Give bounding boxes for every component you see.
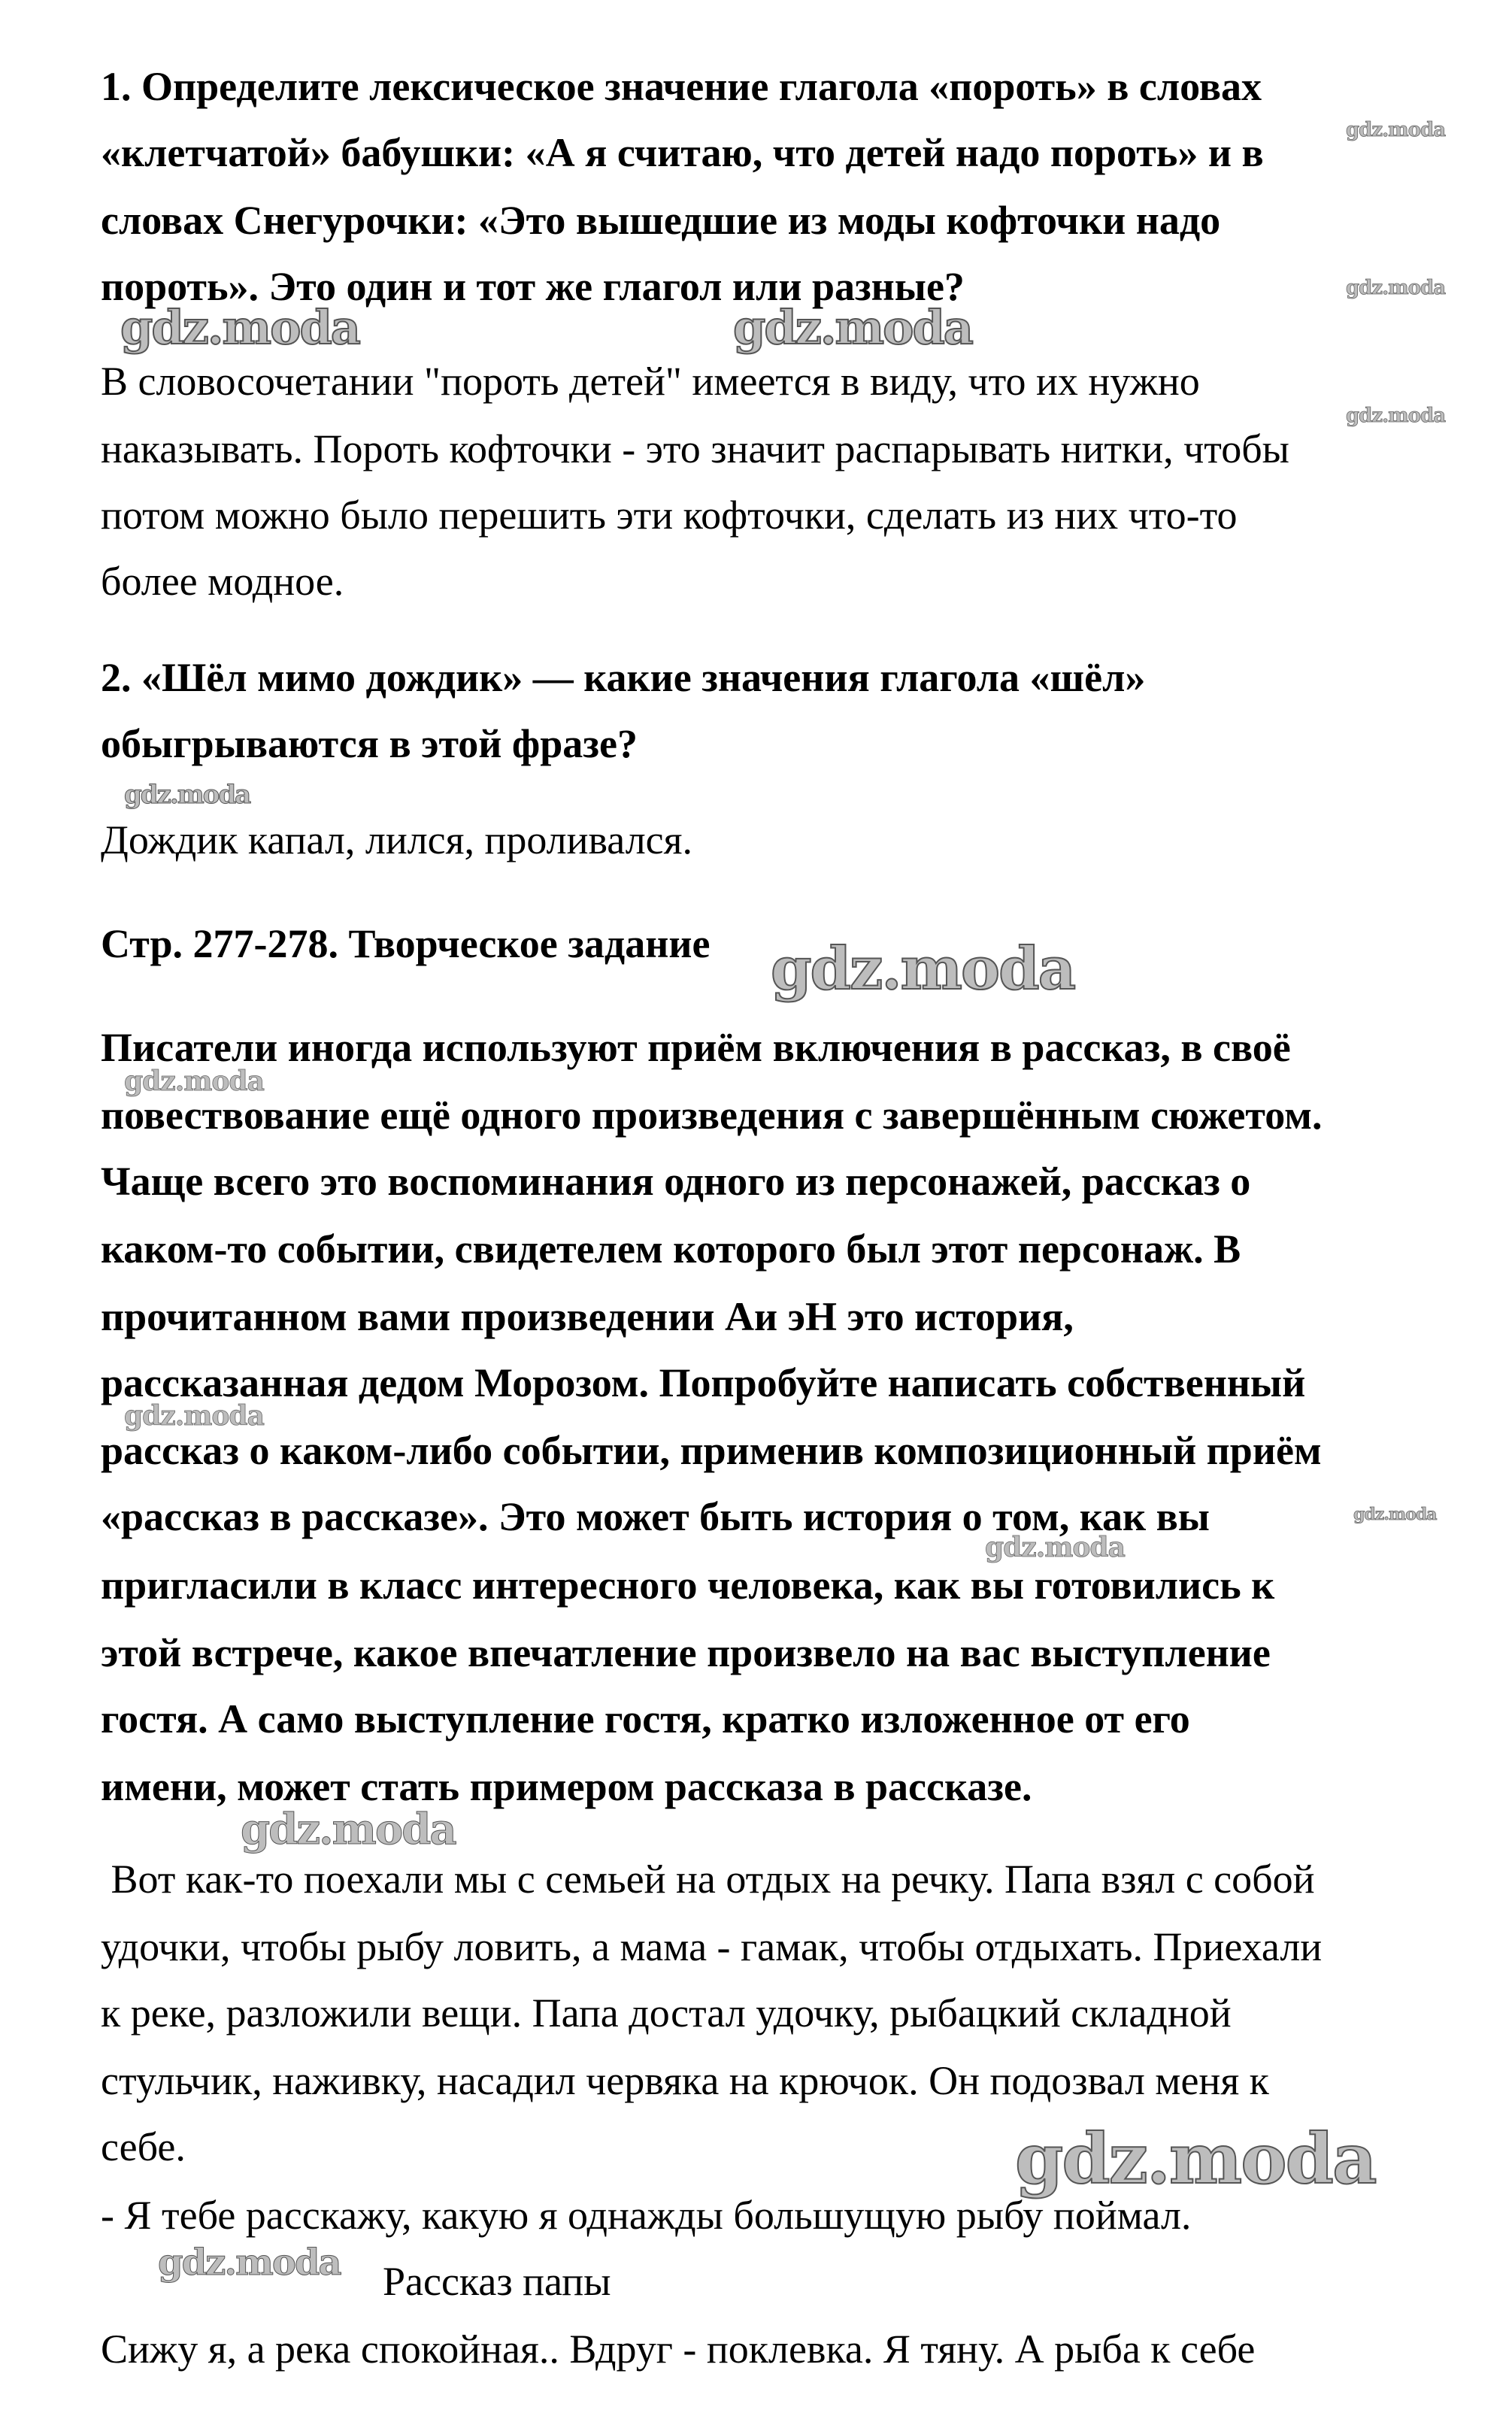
watermark: gdz.moda bbox=[124, 1065, 264, 1097]
story-continuation: Сижу я, а река спокойная.. Вдруг - поклевка. Я тяну. А рыба к себе bbox=[101, 2327, 1256, 2372]
answer-1-line: В словосочетании "пороть детей" имеется в виду, что их нужно bbox=[101, 359, 1200, 404]
watermark: gdz.moda bbox=[120, 300, 359, 355]
task-line: Чаще всего это воспоминания одного из персонажей, рассказ о bbox=[101, 1159, 1251, 1204]
section-heading: Стр. 277-278. Творческое задание bbox=[101, 921, 711, 966]
task-line: повествование ещё одного произведения с завершённым сюжетом. bbox=[101, 1093, 1323, 1138]
answer-1-line: более модное. bbox=[101, 559, 344, 604]
watermark: gdz.moda bbox=[1346, 405, 1446, 427]
task-line: имени, может стать примером рассказа в рассказе. bbox=[101, 1764, 1032, 1809]
answer-1-line: потом можно было перешить эти кофточки, сделать из них что-то bbox=[101, 493, 1238, 538]
question-2-line: 2. «Шёл мимо дождик» — какие значения глагола «шёл» bbox=[101, 655, 1146, 700]
watermark: gdz.moda bbox=[1353, 1505, 1437, 1524]
story-line: - Я тебе расскажу, какую я однажды большущую рыбу поймал. bbox=[101, 2193, 1192, 2238]
story-line: Вот как-то поехали мы с семьей на отдых на речку. Папа взял с собой bbox=[101, 1857, 1315, 1902]
watermark: gdz.moda bbox=[241, 1805, 456, 1854]
task-line: этой встрече, какое впечатление произвело на вас выступление bbox=[101, 1630, 1271, 1675]
watermark: gdz.moda bbox=[771, 935, 1075, 1003]
watermark: gdz.moda bbox=[124, 1400, 264, 1432]
story-line: стульчик, наживку, насадил червяка на крючок. Он подозвал меня к bbox=[101, 2058, 1269, 2103]
task-line: «рассказ в рассказе». Это может быть история о том, как вы bbox=[101, 1494, 1210, 1539]
story-subtitle: Рассказ папы bbox=[383, 2259, 611, 2304]
story-line: себе. bbox=[101, 2124, 186, 2169]
watermark: gdz.moda bbox=[124, 780, 250, 810]
question-2-line: обыгрываются в этой фразе? bbox=[101, 721, 638, 766]
task-line: гостя. А само выступление гостя, кратко изложенное от его bbox=[101, 1696, 1190, 1741]
task-line: Писатели иногда используют приём включения в рассказ, в своё bbox=[101, 1025, 1291, 1070]
question-1-line: 1. Определите лексическое значение глагола «пороть» в словах bbox=[101, 64, 1262, 109]
watermark: gdz.moda bbox=[1346, 119, 1446, 141]
story-line: к реке, разложили вещи. Папа достал удочку, рыбацкий складной bbox=[101, 1990, 1232, 2036]
watermark: gdz.moda bbox=[1015, 2118, 1376, 2199]
answer-2-line: Дождик капал, лился, проливался. bbox=[101, 817, 692, 862]
question-1-line: словах Снегурочки: «Это вышедшие из моды кофточки надо bbox=[101, 198, 1221, 243]
story-line: удочки, чтобы рыбу ловить, а мама - гамак, чтобы отдыхать. Приехали bbox=[101, 1924, 1323, 1969]
task-line: пригласили в класс интересного человека, как вы готовились к bbox=[101, 1563, 1275, 1608]
question-1-line: «клетчатой» бабушки: «А я считаю, что детей надо пороть» и в bbox=[101, 130, 1264, 175]
watermark: gdz.moda bbox=[1346, 277, 1446, 299]
task-line: каком-то событии, свидетелем которого был этот персонаж. В bbox=[101, 1226, 1241, 1272]
watermark: gdz.moda bbox=[733, 300, 972, 355]
task-line: рассказанная дедом Морозом. Попробуйте написать собственный bbox=[101, 1360, 1306, 1405]
watermark: gdz.moda bbox=[158, 2242, 341, 2284]
task-line: прочитанном вами произведении Аи эН это история, bbox=[101, 1294, 1074, 1339]
task-line: рассказ о каком-либо событии, применив композиционный приём bbox=[101, 1428, 1322, 1473]
watermark: gdz.moda bbox=[985, 1532, 1125, 1563]
answer-1-line: наказывать. Пороть кофточки - это значит распарывать нитки, чтобы bbox=[101, 426, 1289, 471]
question-1-line: пороть». Это один и тот же глагол или разные? bbox=[101, 264, 965, 309]
